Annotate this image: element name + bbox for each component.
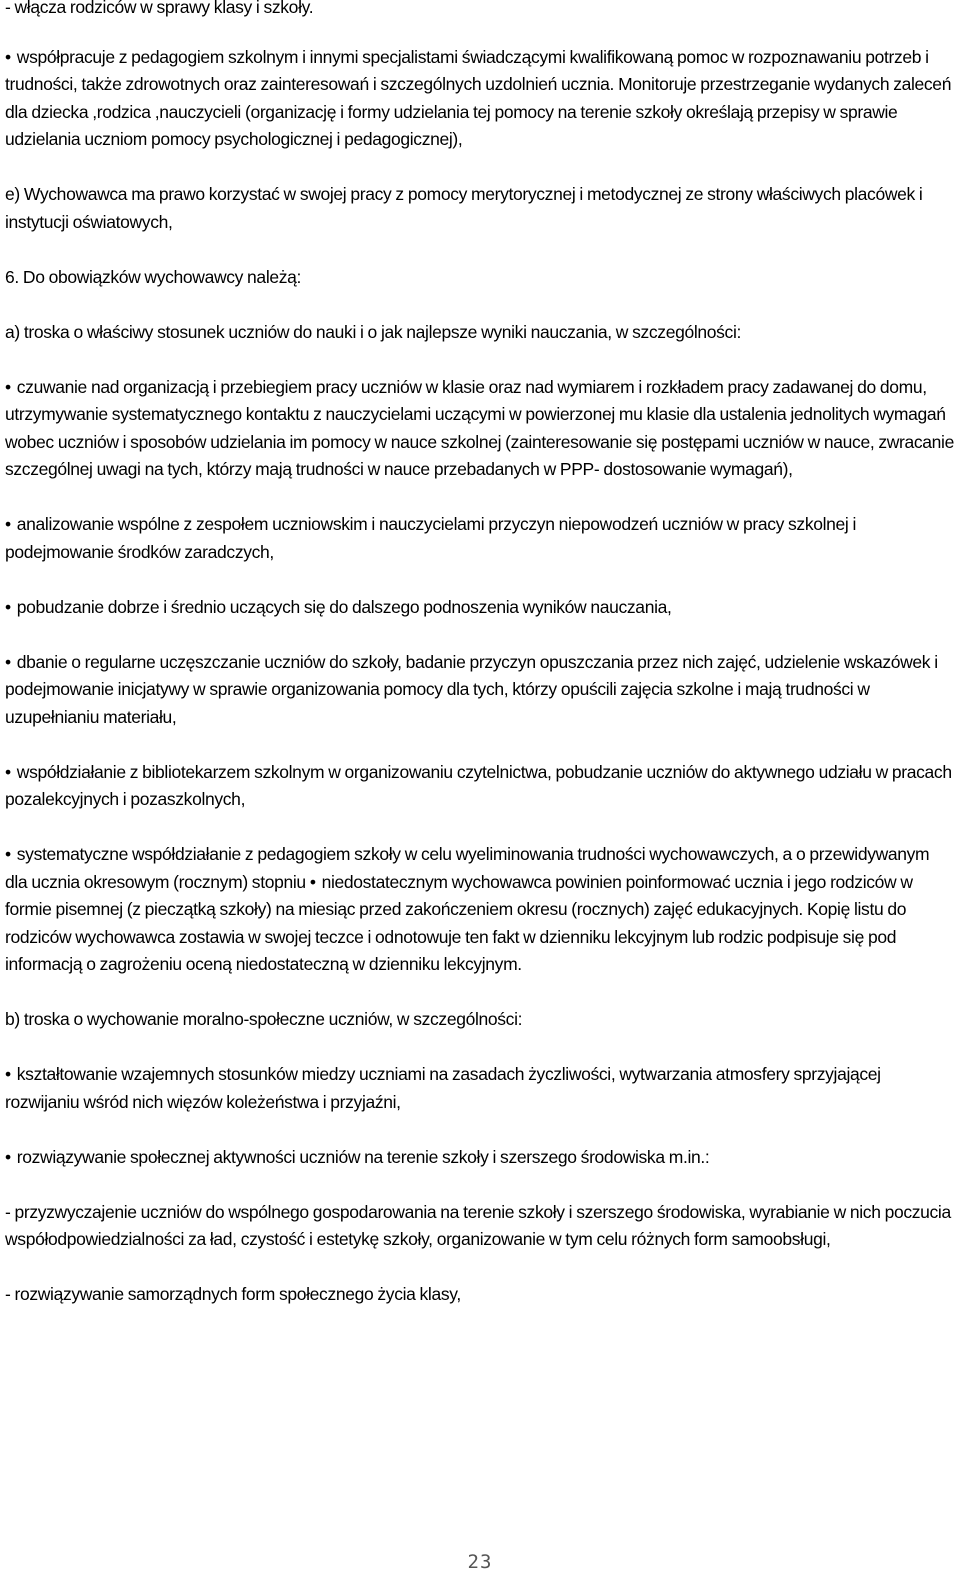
section-b-heading: b) troska o wychowanie moralno-społeczne uczniów, w szczególności: [5,1009,523,1029]
bullet-item [5,511,955,566]
bullet-text: współdziałanie z bibliotekarzem szkolnym w organizowaniu czytelnictwa, pobudzanie uczniów do aktywnego udziału w pracach pozalekcyjnych i pozaszkolnych, [5,761,952,809]
point-e: e) Wychowawca ma prawo korzystać w swojej pracy z pomocy merytorycznej i metodycznej ze strony właściwych placówek i instytucji oświatowych, [5,184,923,232]
bullet-item [5,1144,955,1172]
bullet-item [5,759,955,814]
bullet-symbol: • [5,514,11,534]
bullet-text-continued: niedostatecznym wychowawca powinien poinformować ucznia i jego rodziców w formie pisemnej (z pieczątką szkoły) na miesiąc przed zakończeniem okresu (rocznych) zajęć edukacyjnych. Kopię listu do rodziców wychowawca zostawia w swojej teczce i odnotowuje ten fakt w dzienniku lekcyjnym lub rodzic podpisuje się pod informacją o zagrożeniu oceną niedostateczną w dzienniku lekcyjnym. [5,871,913,974]
bullet-symbol: • [5,1064,11,1084]
bullet-text: analizowanie wspólne z zespołem uczniowskim i nauczycielami przyczyn niepowodzeń uczniów w pracy szkolnej i podejmowanie środków zaradczych, [5,514,857,562]
bullet-item [5,1061,955,1116]
bullet-psych-cooperation [5,44,955,154]
dash-item: - przyzwyczajenie uczniów do wspólnego gospodarowania na terenie szkoły i szerszego środowiska, wyrabianie w nich poczucia współodpowiedzialności za ład, czystość i estetykę szkoły, organizowanie w tym celu różnych form samoobsługi, [5,1201,951,1249]
bullet-symbol: • [5,596,11,617]
bullet-item [5,594,955,622]
bullet-symbol: • [5,651,11,672]
text-line-top: - włącza rodziców w sprawy klasy i szkoły. [5,0,314,17]
bullet-symbol: • [5,376,11,397]
section-6-heading: 6. Do obowiązków wychowawcy należą: [5,266,302,287]
page-number: 23 [467,1551,493,1573]
bullet-text: systematyczne współdziałanie z pedagogiem szkoły w celu wyeliminowania trudności wychowawczych, a o przewidywanym dla ucznia okresowym (rocznym) stopniu [5,844,930,892]
bullet-symbol: • [5,844,11,864]
bullet-symbol: • [5,761,11,782]
bullet-text: pobudzanie dobrze i średnio uczących się do dalszego podnoszenia wyników nauczania, [16,596,672,617]
bullet-text: czuwanie nad organizacją i przebiegiem pracy uczniów w klasie oraz nad wymiarem i rozkładem pracy zadawanej do domu, utrzymywanie systematycznego kontaktu z nauczycielami uczącymi w powierzonej mu klasie dla ustalenia jednolitych wymagań wobec uczniów i sposobów udzielania im pomocy w nauce szkolnej (zainteresowanie się postępami uczniów w nauce, zwracanie szczególnej uwagi na tych, którzy mają trudności w nauce przebadanych w PPP- dostosowanie wymagań), [5,376,954,479]
bullet-text: dbanie o regularne uczęszczanie uczniów do szkoły, badanie przyczyn opuszczania przez nich zajęć, udzielenie wskazówek i podejmowanie inicjatywy w sprawie organizowania pomocy dla tych, którzy opuścili zajęcia szkolne i mają trudności w uzupełnianiu materiału, [5,651,938,727]
bullet-text: współpracuje z pedagogiem szkolnym i innymi specjalistami świadczącymi kwalifikowaną pomoc w rozpoznawaniu potrzeb i trudności, także zdrowotnych oraz zainteresowań i szczególnych uzdolnień ucznia. [5,46,929,94]
bullet-text: rozwiązywanie społecznej aktywności uczniów na terenie szkoły i szerszego środowiska m.in.: [16,1146,710,1167]
document-page [5,0,955,1309]
bullet-item [5,374,955,484]
bullet-symbol: • [5,1146,11,1167]
section-a-heading: a) troska o właściwy stosunek uczniów do nauki i o jak najlepsze wyniki nauczania, w szczególności: [5,321,741,342]
bullet-symbol: • [309,871,316,892]
monitoring-text: Monitoruje przestrzeganie wydanych zaleceń dla dziecka ,rodzica ,nauczycieli (organizację i formy udzielania tej pomocy na terenie szkoły określają przepisy w sprawie udzielania uczniom pomocy psychologicznej i pedagogicznej), [5,74,952,149]
bullet-symbol: • [5,46,11,67]
bullet-item-systematic [5,841,955,979]
bullet-item [5,649,955,732]
bullet-text: kształtowanie wzajemnych stosunków miedzy uczniami na zasadach życzliwości, wytwarzania atmosfery sprzyjającej rozwijaniu wśród nich więzów koleżeństwa i przyjaźni, [5,1064,881,1112]
dash-item: - rozwiązywanie samorządnych form społecznego życia klasy, [5,1284,461,1304]
